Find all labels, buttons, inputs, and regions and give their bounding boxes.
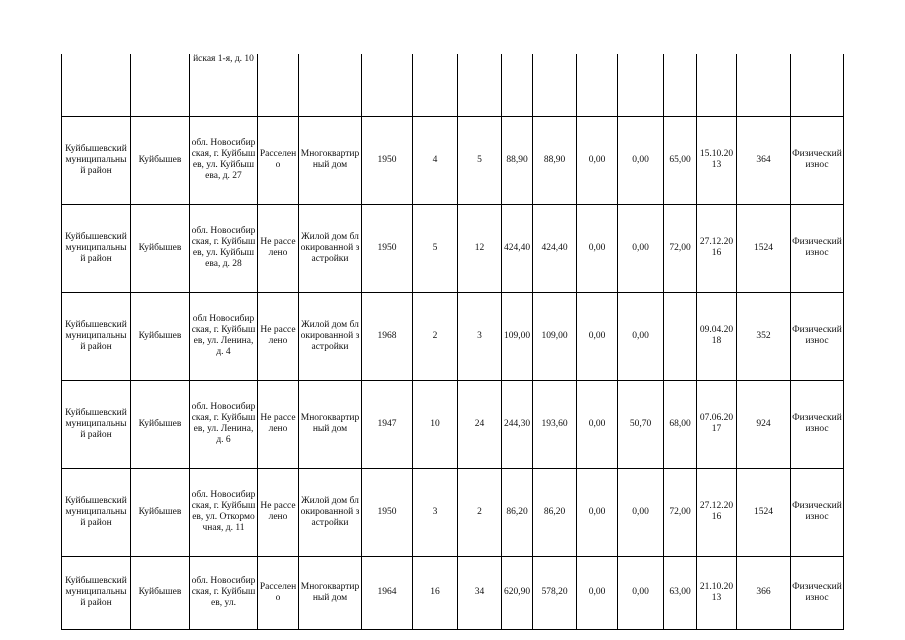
cell-status: Не расселено	[258, 204, 299, 292]
cell-c12: 0,00	[618, 116, 664, 204]
cell-status: Не расселено	[258, 292, 299, 380]
cell-c7: 16	[413, 556, 458, 629]
cell-c13: 65,00	[664, 116, 697, 204]
cell-empty	[258, 54, 299, 116]
cell-address: обл. Новосибирская, г. Куйбышев, ул. Куйбышева, д. 27	[190, 116, 258, 204]
cell-date: 21.10.2013	[697, 556, 737, 629]
cell-c11: 0,00	[577, 292, 618, 380]
cell-num: 366	[737, 556, 791, 629]
cell-address: йская 1-я, д. 10	[190, 54, 258, 116]
cell-c10: 193,60	[533, 380, 577, 468]
cell-c11: 0,00	[577, 556, 618, 629]
cell-year: 1964	[362, 556, 413, 629]
cell-reason: Физический износ	[791, 556, 844, 629]
cell-year: 1968	[362, 292, 413, 380]
cell-c8: 2	[458, 468, 502, 556]
cell-type: Многоквартирный дом	[299, 556, 362, 629]
table-row	[62, 468, 844, 556]
cell-date: 27.12.2016	[697, 204, 737, 292]
cell-c10: 88,90	[533, 116, 577, 204]
cell-address: обл. Новосибирская, г. Куйбышев, ул.	[190, 556, 258, 629]
cell-date: 07.06.2017	[697, 380, 737, 468]
cell-year: 1950	[362, 204, 413, 292]
cell-c7: 5	[413, 204, 458, 292]
cell-c10: 578,20	[533, 556, 577, 629]
cell-c13: 72,00	[664, 204, 697, 292]
cell-date: 09.04.2018	[697, 292, 737, 380]
cell-c11: 0,00	[577, 204, 618, 292]
cell-c7: 3	[413, 468, 458, 556]
cell-district: Куйбышевский муниципальный район	[62, 292, 131, 380]
cell-c9: 109,00	[502, 292, 533, 380]
cell-c8: 12	[458, 204, 502, 292]
cell-c11: 0,00	[577, 380, 618, 468]
cell-city: Куйбышев	[131, 292, 190, 380]
cell-c8: 24	[458, 380, 502, 468]
cell-empty	[533, 54, 577, 116]
cell-status: Расселено	[258, 556, 299, 629]
cell-num: 1524	[737, 204, 791, 292]
cell-status: Не расселено	[258, 468, 299, 556]
cell-district	[62, 54, 131, 116]
cell-c10: 424,40	[533, 204, 577, 292]
cell-district: Куйбышевский муниципальный район	[62, 380, 131, 468]
cell-date: 27.12.2016	[697, 468, 737, 556]
table-row	[62, 380, 844, 468]
cell-c11: 0,00	[577, 468, 618, 556]
cell-c9: 424,40	[502, 204, 533, 292]
housing-table	[61, 54, 844, 630]
cell-c7: 4	[413, 116, 458, 204]
cell-c12: 0,00	[618, 468, 664, 556]
cell-district: Куйбышевский муниципальный район	[62, 204, 131, 292]
cell-c7: 2	[413, 292, 458, 380]
cell-c13: 72,00	[664, 468, 697, 556]
cell-c13	[664, 292, 697, 380]
cell-reason: Физический износ	[791, 116, 844, 204]
cell-c11: 0,00	[577, 116, 618, 204]
cell-district: Куйбышевский муниципальный район	[62, 116, 131, 204]
cell-reason: Физический износ	[791, 468, 844, 556]
cell-empty	[577, 54, 618, 116]
cell-address: обл. Новосибирская, г. Куйбышев, ул. Откормочная, д. 11	[190, 468, 258, 556]
cell-type: Многоквартирный дом	[299, 380, 362, 468]
cell-empty	[502, 54, 533, 116]
cell-district: Куйбышевский муниципальный район	[62, 556, 131, 629]
cell-year: 1950	[362, 468, 413, 556]
cell-year: 1947	[362, 380, 413, 468]
cell-c8: 3	[458, 292, 502, 380]
cell-c12: 0,00	[618, 204, 664, 292]
cell-c9: 620,90	[502, 556, 533, 629]
cell-c8: 34	[458, 556, 502, 629]
cell-empty	[664, 54, 697, 116]
cell-district: Куйбышевский муниципальный район	[62, 468, 131, 556]
cell-city: Куйбышев	[131, 468, 190, 556]
table-row	[62, 116, 844, 204]
cell-type: Жилой дом блокированной застройки	[299, 204, 362, 292]
cell-c12: 50,70	[618, 380, 664, 468]
cell-date: 15.10.2013	[697, 116, 737, 204]
cell-address: обл. Новосибирская, г. Куйбышев, ул. Куйбышева, д. 28	[190, 204, 258, 292]
table-row	[62, 556, 844, 629]
cell-type: Жилой дом блокированной застройки	[299, 292, 362, 380]
cell-city: Куйбышев	[131, 380, 190, 468]
cell-c9: 88,90	[502, 116, 533, 204]
table-row	[62, 292, 844, 380]
cell-empty	[458, 54, 502, 116]
cell-reason: Физический износ	[791, 204, 844, 292]
cell-year: 1950	[362, 116, 413, 204]
cell-empty	[737, 54, 791, 116]
table-row-partial	[62, 54, 844, 116]
cell-address: обл. Новосибирская, г. Куйбышев, ул. Ленина, д. 6	[190, 380, 258, 468]
cell-type: Жилой дом блокированной застройки	[299, 468, 362, 556]
cell-address: обл Новосибирская, г. Куйбышев, ул. Ленина, д. 4	[190, 292, 258, 380]
table-row	[62, 204, 844, 292]
cell-c13: 63,00	[664, 556, 697, 629]
cell-status: Не расселено	[258, 380, 299, 468]
cell-city: Куйбышев	[131, 556, 190, 629]
cell-empty	[299, 54, 362, 116]
cell-c12: 0,00	[618, 556, 664, 629]
cell-num: 924	[737, 380, 791, 468]
cell-city: Куйбышев	[131, 116, 190, 204]
cell-c10: 86,20	[533, 468, 577, 556]
cell-c12: 0,00	[618, 292, 664, 380]
cell-num: 1524	[737, 468, 791, 556]
cell-reason: Физический износ	[791, 380, 844, 468]
cell-num: 364	[737, 116, 791, 204]
cell-c13: 68,00	[664, 380, 697, 468]
cell-city	[131, 54, 190, 116]
cell-type: Многоквартирный дом	[299, 116, 362, 204]
cell-city: Куйбышев	[131, 204, 190, 292]
cell-num: 352	[737, 292, 791, 380]
cell-status: Расселено	[258, 116, 299, 204]
cell-empty	[791, 54, 844, 116]
cell-c8: 5	[458, 116, 502, 204]
cell-reason: Физический износ	[791, 292, 844, 380]
cell-empty	[697, 54, 737, 116]
cell-empty	[618, 54, 664, 116]
cell-empty	[362, 54, 413, 116]
cell-empty	[413, 54, 458, 116]
cell-c9: 244,30	[502, 380, 533, 468]
cell-c9: 86,20	[502, 468, 533, 556]
cell-c7: 10	[413, 380, 458, 468]
cell-c10: 109,00	[533, 292, 577, 380]
